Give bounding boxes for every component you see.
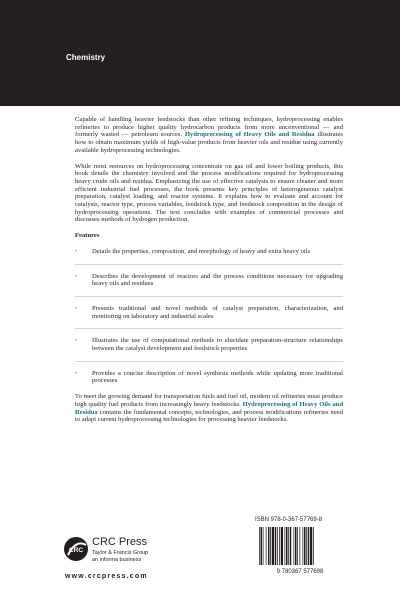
- features-list: [75, 248, 343, 385]
- divider: [75, 264, 343, 265]
- bullet-icon: •: [75, 272, 78, 280]
- bullet-icon: •: [75, 337, 78, 345]
- feature-text: Describes the development of reactors and the process conditions necessary for upgrading heavy oils and residues: [92, 272, 343, 288]
- feature-item: [75, 273, 343, 288]
- top-band: [0, 0, 400, 106]
- closing-text: To meet the growing demand for transportation fuels and fuel oil, modern oil refineries must produce high quality fuel products from increasingly heavy feedstocks.: [75, 393, 343, 408]
- feature-item: [75, 370, 343, 385]
- feature-text: Provides a concise description of novel synthesis methods while updating more traditional processes: [92, 369, 343, 385]
- paragraph-description: While most resources on hydroprocessing concentrate on gas oil and lower boiling products, this book details the chemistry involved and the process modifications required for hydroprocessing heavy crude oils and residua. Emphasizing the use of effective catalysts to ensure cleaner and more efficient industrial fuel processes, the book presents key principles of heterogeneous catalyst preparation, catalyst loading, and reactor systems. It explains how to evaluate and account for catalysts, reactor type, process variables, feedstock type, and feedstock composition in the design of hydroprocessing operations. The text concludes with examples of commercial processes and discusses methods of hydrogen production.: [75, 162, 343, 224]
- back-cover-text: [75, 116, 343, 432]
- bullet-icon: •: [75, 369, 78, 377]
- paragraph-intro: [75, 116, 343, 155]
- feature-item: [75, 305, 343, 320]
- features-heading: Features: [75, 232, 100, 240]
- category-label: Chemistry: [66, 53, 106, 62]
- feature-text: Details the properties, composition, and morphology of heavy and extra heavy oils: [92, 247, 311, 255]
- publisher-name: CRC Press: [92, 536, 148, 548]
- bullet-icon: •: [75, 247, 78, 255]
- intro-text-after: illustrates how to obtain maximum yields of high-value products from heavier oils and residue using currently available hydroprocessing technologies.: [75, 131, 343, 154]
- barcode-digits: 9 780367 577698: [276, 569, 324, 575]
- book-title-highlight: Hydroprocessing of Heavy Oils and Residua: [184, 131, 315, 139]
- barcode-bars: [259, 527, 314, 565]
- feature-text: Illustrates the use of computational methods to elucidate preparation-structure relationships between the catalyst development and feedstock properties: [92, 337, 343, 353]
- divider: [75, 361, 343, 362]
- feature-item: [75, 248, 343, 256]
- barcode: [255, 527, 345, 575]
- book-title-highlight: Hydroprocessing of Heavy Oils and Residua: [75, 400, 343, 416]
- divider: [75, 328, 343, 329]
- bullet-icon: •: [75, 304, 78, 312]
- publisher-url: www.crcpress.com: [65, 573, 148, 580]
- publisher-business: an informa business: [92, 557, 142, 563]
- publisher-group: Taylor & Francis Group: [92, 550, 149, 556]
- paragraph-closing: [75, 393, 343, 424]
- divider: [75, 296, 343, 297]
- feature-text: Presents traditional and novel methods of catalyst preparation, characterization, and monitoring on laboratory and industrial scales: [92, 304, 343, 320]
- closing-text-after: contains the fundamental concepts, technologies, and process modifications refineries need to adapt current hydroprocessing technologies for processing heavier feedstocks.: [75, 408, 343, 424]
- intro-text: Capable of handling heavier feedstocks than other refining techniques, hydroprocessing enables refineries to produce higher quality hydrocarbon products from more unconventional — and formerly wasted — petroleum sources.: [75, 116, 343, 139]
- logo-text: CRC: [68, 547, 84, 554]
- feature-item: [75, 337, 343, 352]
- isbn-label: ISBN 978-0-367-57769-8: [255, 517, 323, 523]
